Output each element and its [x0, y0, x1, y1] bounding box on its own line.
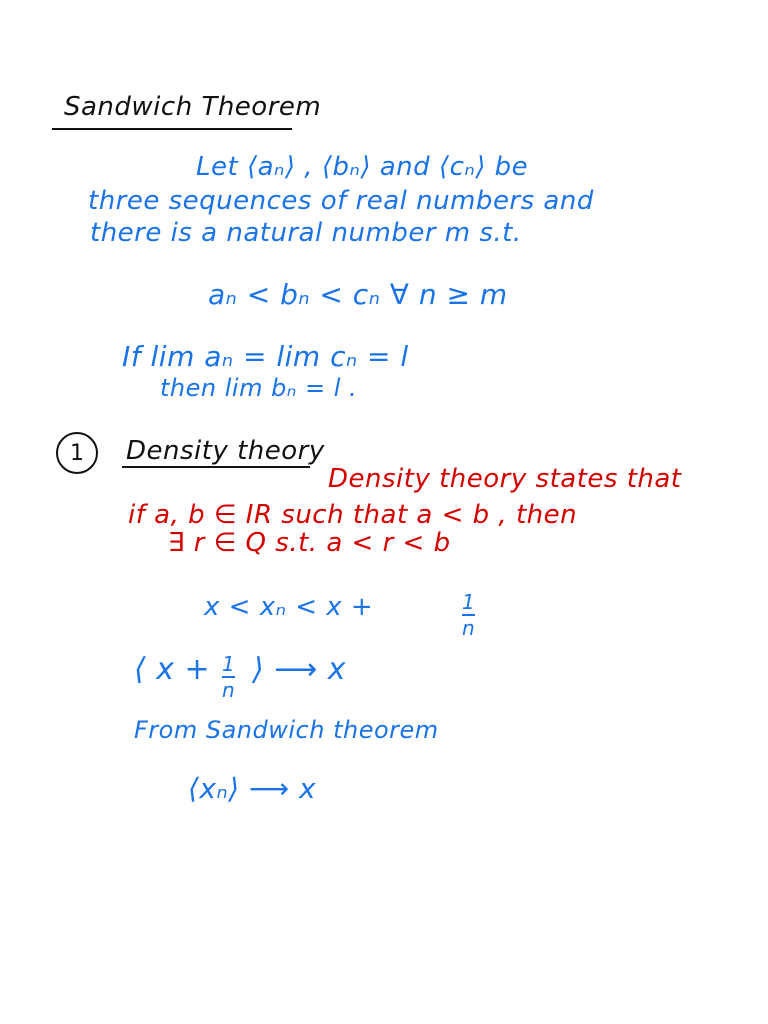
theorem-inequality: aₙ < bₙ < cₙ ∀ n ≥ m [208, 278, 508, 311]
from-sandwich-line: From Sandwich theorem [134, 716, 439, 744]
sequence-left: ⟨ x + [134, 652, 211, 687]
theorem-then-line: then lim bₙ = l . [160, 374, 358, 402]
density-statement-3: ∃ r ∈ Q s.t. a < r < b [168, 528, 451, 558]
title-underline [52, 128, 292, 130]
density-statement-1: Density theory states that [328, 464, 682, 494]
density-underline [122, 466, 310, 468]
sequence-right: ⟩ ⟶ x [252, 652, 347, 687]
sequence-fraction [222, 654, 235, 700]
sequence-conclusion: ⟨xₙ⟩ ⟶ x [188, 772, 317, 805]
density-inequality: x < xₙ < x + [204, 592, 374, 622]
density-statement-2: if a, b ∈ IR such that a < b , then [128, 500, 578, 530]
sequence-fraction-denominator: n [222, 678, 235, 702]
section-number: 1 [70, 440, 84, 466]
theorem-line-1: Let ⟨aₙ⟩ , ⟨bₙ⟩ and ⟨cₙ⟩ be [196, 152, 529, 182]
fraction-numerator: 1 [462, 590, 475, 614]
density-fraction [462, 592, 475, 638]
density-heading: Density theory [126, 436, 325, 466]
theorem-line-3: there is a natural number m s.t. [90, 218, 522, 248]
page-title: Sandwich Theorem [64, 92, 322, 122]
section-number-circle [56, 432, 98, 474]
sequence-fraction-numerator: 1 [222, 652, 235, 676]
theorem-if-line: If lim aₙ = lim cₙ = l [122, 340, 409, 373]
theorem-line-2: three sequences of real numbers and [88, 186, 594, 216]
fraction-denominator: n [462, 616, 475, 640]
